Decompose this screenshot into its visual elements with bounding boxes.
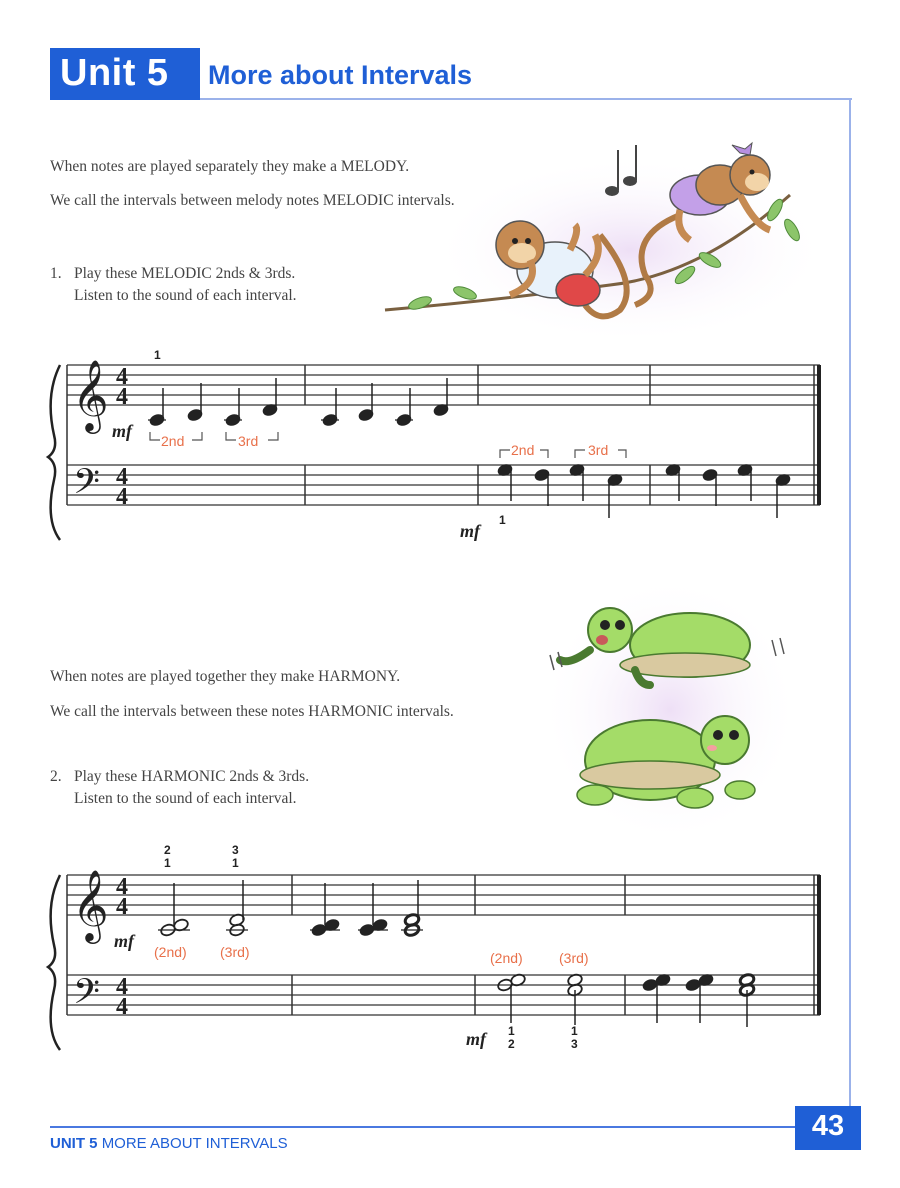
footer-unit: UNIT 5 <box>50 1135 98 1152</box>
bass-clef-icon: 𝄢 <box>73 971 101 1020</box>
exercise-instruction: Listen to the sound of each interval. <box>74 790 297 807</box>
dynamic-mf: mf <box>460 521 480 541</box>
bass-chords <box>497 973 756 1027</box>
interval-label: 2nd <box>161 433 185 449</box>
interval-label: (3rd) <box>559 950 589 966</box>
grand-staff-brace <box>48 875 60 1050</box>
interval-label: (2nd) <box>490 950 523 966</box>
exercise-number: 2. <box>50 768 62 785</box>
treble-clef-icon: 𝄞 <box>72 358 109 431</box>
fingering-number: 2 <box>164 843 171 857</box>
time-signature-top: 4 <box>116 874 128 900</box>
time-signature-top: 4 <box>116 464 128 490</box>
interval-label: (3rd) <box>220 944 250 960</box>
harmony-intro-line2: We call the intervals between these notes HARMONIC intervals. <box>50 703 454 720</box>
dynamic-mf: mf <box>114 931 134 951</box>
fingering-number: 3 <box>571 1037 578 1051</box>
page-title: More about Intervals <box>208 60 473 90</box>
time-signature-top: 4 <box>116 364 128 390</box>
fingering-number: 1 <box>154 348 161 362</box>
footer-title: MORE ABOUT INTERVALS <box>101 1135 288 1152</box>
treble-staff <box>67 365 820 405</box>
dynamic-mf: mf <box>466 1029 486 1049</box>
exercise-instruction: Listen to the sound of each interval. <box>74 287 297 304</box>
bass-notes <box>497 463 792 518</box>
header-rule <box>200 98 852 100</box>
bass-clef-icon: 𝄢 <box>73 461 101 510</box>
dynamic-mf: mf <box>112 421 132 441</box>
fingering-number: 1 <box>164 856 171 870</box>
exercise-number: 1. <box>50 265 62 282</box>
interval-label: 3rd <box>588 442 609 458</box>
fingering-number: 3 <box>232 843 239 857</box>
time-signature-bottom: 4 <box>116 994 128 1020</box>
interval-brackets <box>150 432 626 458</box>
final-barline <box>817 875 821 1015</box>
unit-badge <box>50 48 200 100</box>
monkeys-illustration <box>380 135 820 345</box>
fingering-number: 1 <box>232 856 239 870</box>
interval-label: 3rd <box>238 433 259 449</box>
exercise-instruction: Play these HARMONIC 2nds & 3rds. <box>74 768 310 785</box>
unit-badge-label: Unit 5 <box>60 52 169 94</box>
time-signature-bottom: 4 <box>116 384 128 410</box>
interval-label: (2nd) <box>154 944 187 960</box>
treble-staff <box>67 875 820 915</box>
treble-chords <box>158 880 423 937</box>
fingering-number: 1 <box>508 1024 515 1038</box>
final-barline <box>817 365 821 505</box>
harmonic-intervals-score <box>40 835 830 1060</box>
page-margin-rule <box>849 98 851 1108</box>
exercise-instruction: Play these MELODIC 2nds & 3rds. <box>74 265 296 282</box>
interval-label: 2nd <box>511 442 535 458</box>
turtles-illustration <box>540 570 800 850</box>
page-number-badge <box>795 1106 861 1150</box>
fingering-number: 1 <box>499 513 506 527</box>
time-signature-bottom: 4 <box>116 484 128 510</box>
footer-label <box>50 1135 288 1152</box>
melody-intro-line1: When notes are played separately they make a MELODY. <box>50 158 410 175</box>
page-number: 43 <box>811 1110 845 1142</box>
footer-rule <box>50 1126 800 1128</box>
fingering-number: 1 <box>571 1024 578 1038</box>
melodic-intervals-score <box>40 340 830 550</box>
fingering-number: 2 <box>508 1037 515 1051</box>
melody-intro-line2: We call the intervals between melody notes MELODIC intervals. <box>50 192 455 209</box>
grand-staff-brace <box>48 365 60 540</box>
time-signature-top: 4 <box>116 974 128 1000</box>
treble-clef-icon: 𝄞 <box>72 868 109 941</box>
harmony-intro-line1: When notes are played together they make HARMONY. <box>50 668 401 685</box>
time-signature-bottom: 4 <box>116 894 128 920</box>
